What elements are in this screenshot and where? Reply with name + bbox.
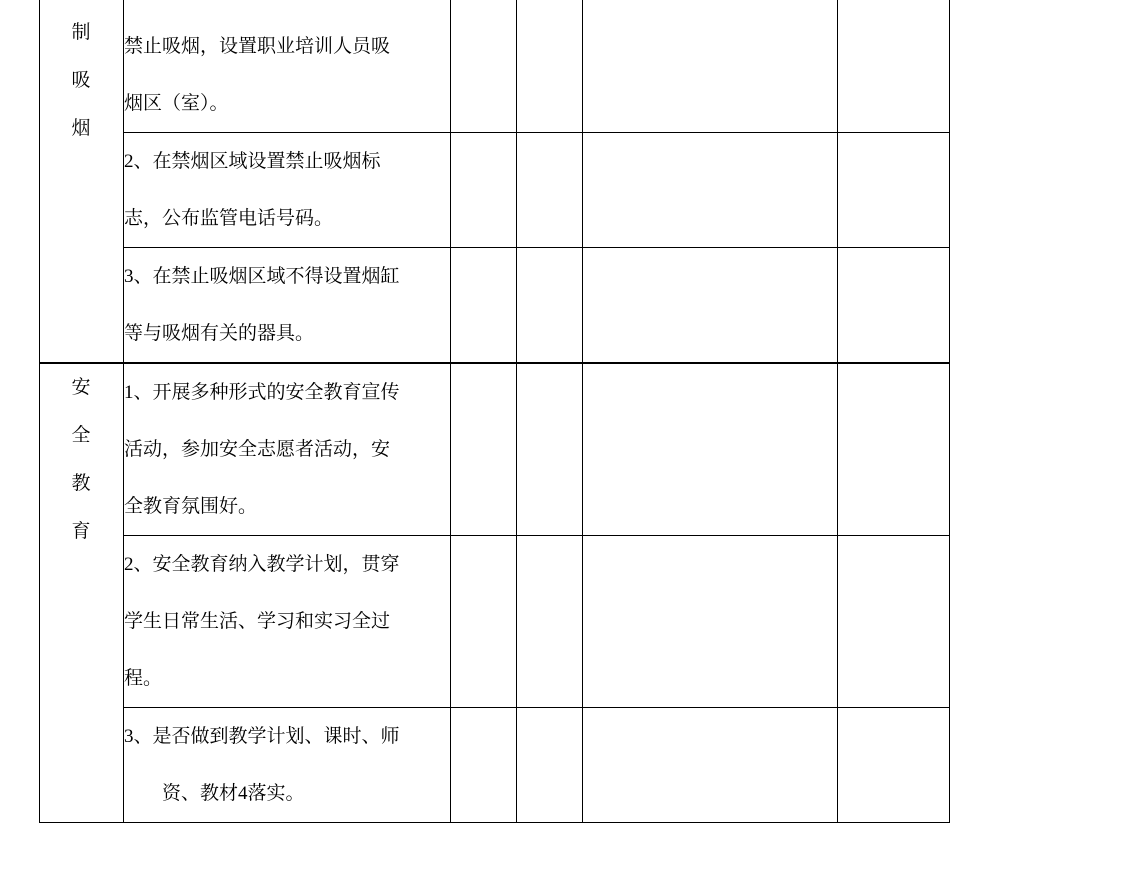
cell-col-b[interactable] bbox=[517, 248, 583, 364]
cell-col-b[interactable] bbox=[517, 708, 583, 823]
item-line: 等与吸烟有关的器具。 bbox=[124, 323, 315, 344]
item-line: 志，公布监管电话号码。 bbox=[124, 208, 334, 229]
cell-col-d[interactable] bbox=[838, 708, 950, 823]
item-cell bbox=[124, 536, 451, 708]
item-cell bbox=[124, 708, 451, 823]
table-row bbox=[40, 248, 950, 364]
category-char: 育 bbox=[71, 521, 92, 542]
cell-col-c[interactable] bbox=[583, 248, 838, 364]
cell-col-a[interactable] bbox=[451, 0, 517, 133]
item-line: 学生日常生活、学习和实习全过 bbox=[124, 611, 391, 632]
cell-col-d[interactable] bbox=[838, 248, 950, 364]
table-row bbox=[40, 708, 950, 823]
item-line: 2、安全教育纳入教学计划，贯穿 bbox=[124, 554, 400, 575]
item-cell bbox=[124, 0, 451, 133]
item-line bbox=[124, 0, 450, 18]
cell-col-a[interactable] bbox=[451, 708, 517, 823]
table-row bbox=[40, 133, 950, 248]
table-row bbox=[40, 0, 950, 133]
category-char: 吸 bbox=[71, 70, 92, 91]
cell-col-b[interactable] bbox=[517, 0, 583, 133]
item-cell bbox=[124, 363, 451, 536]
cell-col-c[interactable] bbox=[583, 0, 838, 133]
item-line: 烟区（室）。 bbox=[124, 93, 229, 114]
cell-col-d[interactable] bbox=[838, 363, 950, 536]
item-line: 活动，参加安全志愿者活动，安 bbox=[124, 439, 391, 460]
cell-col-c[interactable] bbox=[583, 363, 838, 536]
category-char: 安 bbox=[71, 377, 92, 398]
item-line: 程。 bbox=[124, 668, 163, 689]
category-char: 教 bbox=[71, 473, 92, 494]
cell-col-c[interactable] bbox=[583, 536, 838, 708]
cell-col-a[interactable] bbox=[451, 536, 517, 708]
cell-col-c[interactable] bbox=[583, 133, 838, 248]
category-char: 烟 bbox=[71, 118, 92, 139]
table-row bbox=[40, 363, 950, 536]
item-cell bbox=[124, 248, 451, 364]
cell-col-b[interactable] bbox=[517, 363, 583, 536]
category-cell-smoking-control bbox=[40, 0, 124, 363]
table-row bbox=[40, 536, 950, 708]
category-char bbox=[40, 0, 123, 9]
item-line: 全教育氛围好。 bbox=[124, 496, 258, 517]
category-char: 全 bbox=[71, 425, 92, 446]
category-char: 制 bbox=[71, 22, 92, 43]
item-line: 2、在禁烟区域设置禁止吸烟标 bbox=[124, 151, 381, 172]
checklist-table bbox=[39, 0, 950, 823]
item-line: 1、开展多种形式的安全教育宣传 bbox=[124, 382, 400, 403]
cell-col-a[interactable] bbox=[451, 363, 517, 536]
item-line: 3、是否做到教学计划、课时、师 bbox=[124, 726, 400, 747]
cell-col-b[interactable] bbox=[517, 536, 583, 708]
cell-col-d[interactable] bbox=[838, 133, 950, 248]
cell-col-c[interactable] bbox=[583, 708, 838, 823]
item-line: 3、在禁止吸烟区域不得设置烟缸 bbox=[124, 266, 400, 287]
cell-col-a[interactable] bbox=[451, 248, 517, 364]
item-line: 资、教材4落实。 bbox=[162, 783, 305, 804]
category-cell-safety-education bbox=[40, 363, 124, 823]
item-line: 禁止吸烟，设置职业培训人员吸 bbox=[124, 36, 391, 57]
cell-col-d[interactable] bbox=[838, 536, 950, 708]
item-cell bbox=[124, 133, 451, 248]
cell-col-b[interactable] bbox=[517, 133, 583, 248]
cell-col-d[interactable] bbox=[838, 0, 950, 133]
cell-col-a[interactable] bbox=[451, 133, 517, 248]
